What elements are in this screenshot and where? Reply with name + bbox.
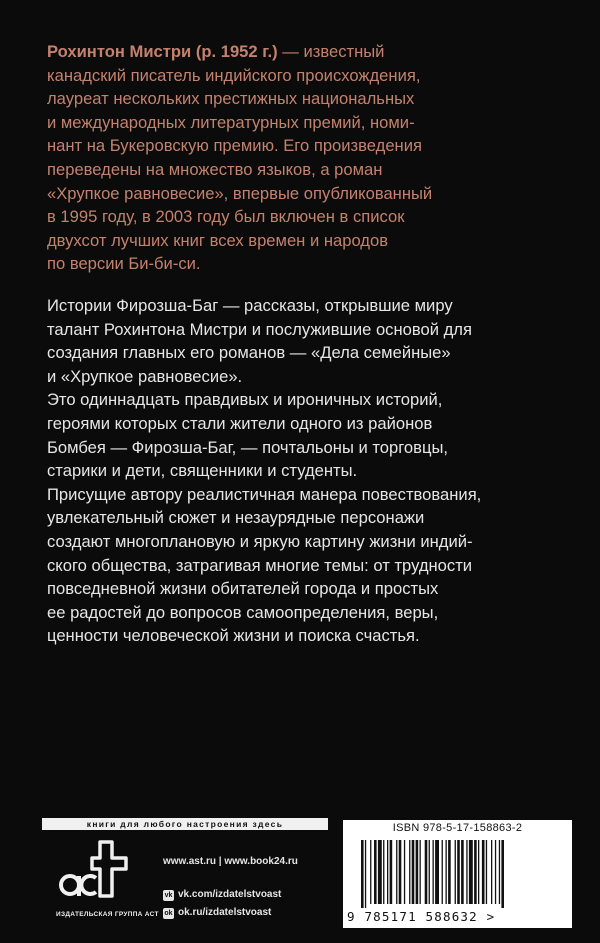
barcode-stripe <box>361 840 364 908</box>
barcode-stripe <box>466 840 467 904</box>
ast-logo-icon <box>56 838 146 910</box>
barcode-stripe <box>420 840 421 904</box>
bio-line-text: — известный <box>277 42 385 61</box>
barcode-stripe <box>412 840 415 904</box>
author-name: Рохинтон Мистри (р. 1952 г.) <box>47 42 278 61</box>
description-line: создают многоплановую и яркую картину жизни индий- <box>47 531 473 551</box>
barcode-stripe <box>383 840 384 904</box>
description-line: талант Рохинтона Мистри и послужившие основой для <box>47 319 472 339</box>
barcode-stripe <box>387 840 388 904</box>
ok-link-text: ok.ru/izdatelstvoast <box>178 907 272 918</box>
isbn-label: ISBN 978-5-17-158863-2 <box>392 822 523 834</box>
bio-line-1 <box>47 40 567 64</box>
description-line: ее радостей до вопросов самоопределения, веры, <box>47 602 439 622</box>
barcode-stripe <box>457 840 460 904</box>
websites-link[interactable]: www.ast.ru | www.book24.ru <box>163 856 298 867</box>
barcode-stripe <box>370 840 371 904</box>
description-line: ценности человеческой жизни и поиска счастья. <box>47 626 420 646</box>
description-line: создания главных его романов — «Дела семейные» <box>47 343 451 363</box>
barcode-stripe <box>469 840 473 904</box>
description-line: ского общества, затрагивая многие темы: от трудности <box>47 555 473 575</box>
author-bio <box>47 40 567 276</box>
description-line: Присущие автору реалистичная манера повествования, <box>47 484 482 504</box>
description-line: Истории Фирозша-Баг — рассказы, открывшие миру <box>47 296 453 315</box>
barcode-stripe <box>396 840 397 904</box>
description-paragraph-3 <box>47 483 577 648</box>
description-line: повседневной жизни обитателей города и простых <box>47 579 439 599</box>
bio-line: канадский писатель индийского происхождения, <box>47 65 421 85</box>
barcode-stripe <box>501 840 504 908</box>
barcode-stripe <box>433 840 434 904</box>
description-line: Бомбея — Фирозша-Баг, — почтальоны и торговцы, <box>47 437 449 457</box>
vk-link[interactable] <box>163 886 298 904</box>
description-line: и «Хрупкое равновесие». <box>47 366 243 386</box>
bio-line: в 1995 году, в 2003 году был включен в список <box>47 207 405 227</box>
barcode-stripe <box>486 840 487 904</box>
ok-icon: ok <box>164 909 173 917</box>
barcode-stripe <box>399 840 402 904</box>
barcode-stripe <box>455 840 456 904</box>
barcode-stripe <box>374 840 377 904</box>
bio-line: по версии Би-би-си. <box>47 254 201 274</box>
vk-link-text: vk.com/izdatelstvoast <box>178 889 282 900</box>
vk-icon: vk <box>164 891 173 899</box>
barcode-stripe <box>365 840 366 908</box>
description-line: Это одиннадцать правдивых и ироничных историй, <box>47 390 443 410</box>
book-description <box>47 294 577 648</box>
barcode-stripe <box>435 840 439 904</box>
barcode-stripe <box>404 840 405 904</box>
bio-line: двухсот лучших книг всех времен и народов <box>47 230 389 250</box>
barcode-digits: 9 785171 588632 > <box>347 909 496 924</box>
barcode-stripe <box>495 840 496 904</box>
ok-link[interactable] <box>163 904 298 922</box>
barcode-stripe <box>491 840 492 904</box>
publisher-logo <box>56 838 159 938</box>
barcode-icon <box>357 840 557 910</box>
bio-line: «Хрупкое равновесие», впервые опубликованный <box>47 183 433 203</box>
bio-line: лауреат нескольких престижных национальных <box>47 89 415 109</box>
description-paragraph-2 <box>47 388 577 482</box>
barcode-stripe <box>425 840 428 904</box>
publisher-links <box>163 852 298 922</box>
description-line: старики и дети, священники и студенты. <box>47 461 358 481</box>
publisher-caption: ИЗДАТЕЛЬСКАЯ ГРУППА АСТ <box>56 911 159 918</box>
bio-line: переведены на множество языков, а роман <box>47 159 383 179</box>
barcode-stripe <box>474 840 477 904</box>
barcode-stripe <box>409 840 410 904</box>
barcode-stripe <box>446 840 447 904</box>
barcode-stripe <box>499 840 500 904</box>
barcode-stripe <box>416 840 419 904</box>
description-line: героями которых стали жители одного из районов <box>47 413 433 433</box>
description-paragraph-1 <box>47 294 577 388</box>
barcode-stripe <box>390 840 393 904</box>
bio-line: и международных литературных премий, номи- <box>47 112 415 132</box>
barcode-stripe <box>378 840 382 904</box>
barcode-stripe <box>478 840 479 904</box>
tagline-banner: книги для любого настроения здесь <box>42 818 328 830</box>
barcode-stripe <box>448 840 451 904</box>
barcode-stripe <box>429 840 430 904</box>
bio-line: нант на Букеровскую премию. Его произведения <box>47 136 422 156</box>
barcode-stripe <box>461 840 464 904</box>
barcode-stripe <box>482 840 485 904</box>
description-line: увлекательный сюжет и незаурядные персонажи <box>47 508 425 528</box>
barcode-stripe <box>442 840 443 904</box>
isbn-barcode <box>343 820 572 928</box>
